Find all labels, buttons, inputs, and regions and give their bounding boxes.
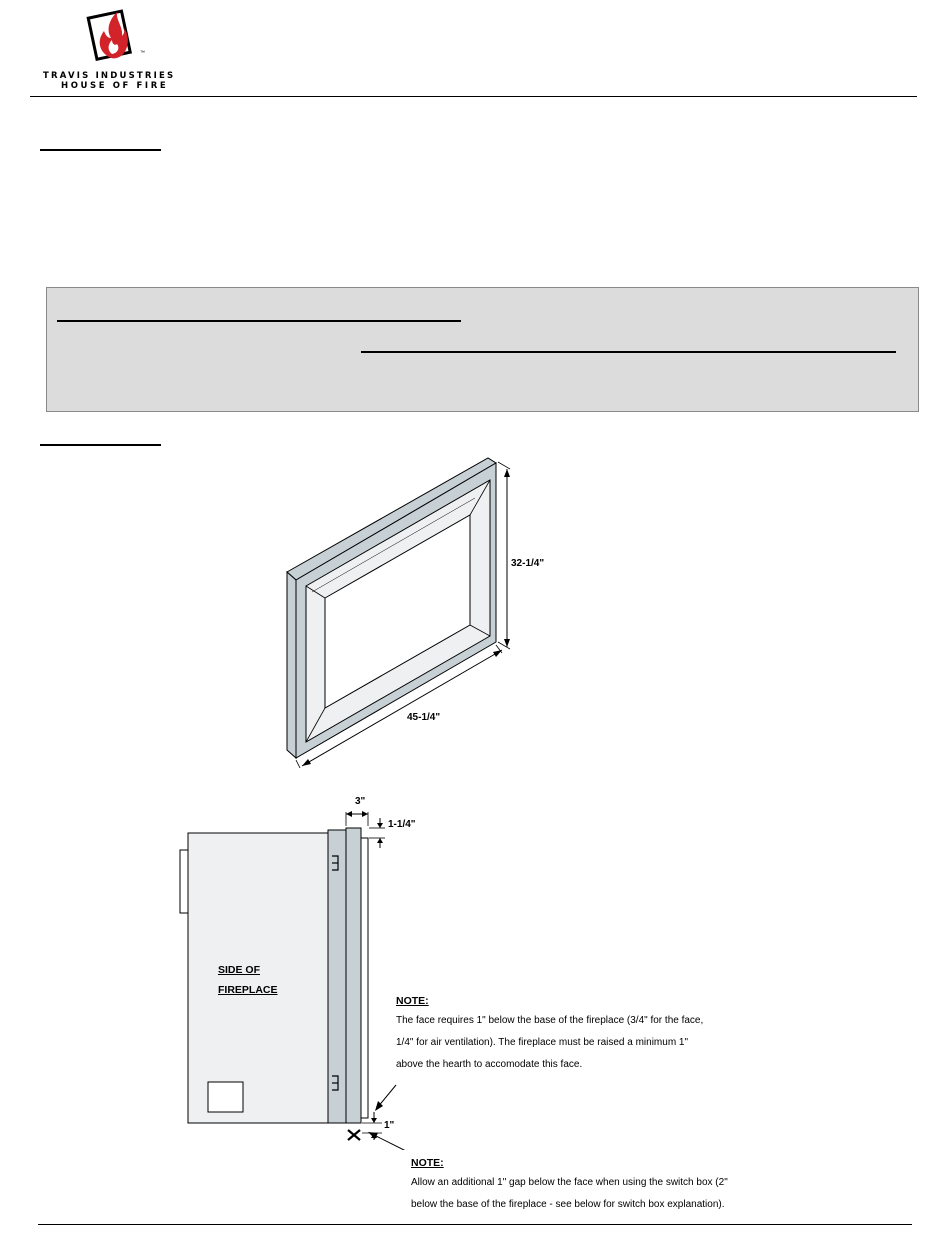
side-label-line2: FIREPLACE [218, 984, 278, 996]
fireplace-side [188, 833, 328, 1123]
trademark: ™ [140, 50, 145, 56]
section-heading-rule [40, 149, 161, 151]
note-heading: NOTE: [411, 1157, 444, 1169]
note-line: 1/4" for air ventilation). The fireplace must be raised a minimum 1" [396, 1037, 689, 1048]
side-label-line1: SIDE OF [218, 964, 261, 976]
callout-rule-2 [361, 351, 896, 353]
fireplace-back-tab [180, 850, 188, 913]
note-heading: NOTE: [396, 995, 429, 1007]
side-view-diagram [170, 790, 410, 1150]
face-width-label: 45-1/4" [407, 712, 441, 723]
note-ventilation [396, 992, 836, 1076]
face-strip-3 [361, 838, 368, 1118]
footer-rule [38, 1224, 912, 1225]
face-frame-diagram [270, 450, 570, 775]
flame-logo-icon [84, 6, 140, 64]
face-strip-1 [328, 830, 346, 1123]
frame-top-side [287, 572, 296, 758]
note-line: below the base of the fireplace - see below for switch box explanation). [411, 1199, 725, 1210]
face-strip-2 [346, 828, 361, 1123]
switch-box [208, 1082, 243, 1112]
header-rule [30, 96, 917, 97]
depth-label: 3" [355, 796, 366, 807]
bottom-gap-label: 1" [384, 1120, 395, 1131]
section-heading-rule-2 [40, 444, 161, 446]
note-line: Allow an additional 1" gap below the face when using the switch box (2" [411, 1177, 728, 1188]
warning-callout [46, 287, 919, 412]
face-height-label: 32-1/4" [511, 558, 545, 569]
callout-rule-1 [57, 320, 461, 322]
note-line: above the hearth to accomodate this face. [396, 1059, 583, 1070]
brand-name: TRAVIS INDUSTRIES [43, 71, 176, 81]
brand-tagline: HOUSE OF FIRE [61, 81, 169, 91]
note-switch-box [411, 1154, 851, 1216]
header [0, 0, 950, 100]
note-line: The face requires 1" below the base of the fireplace (3/4" for the face, [396, 1015, 704, 1026]
top-gap-label: 1-1/4" [388, 819, 416, 830]
